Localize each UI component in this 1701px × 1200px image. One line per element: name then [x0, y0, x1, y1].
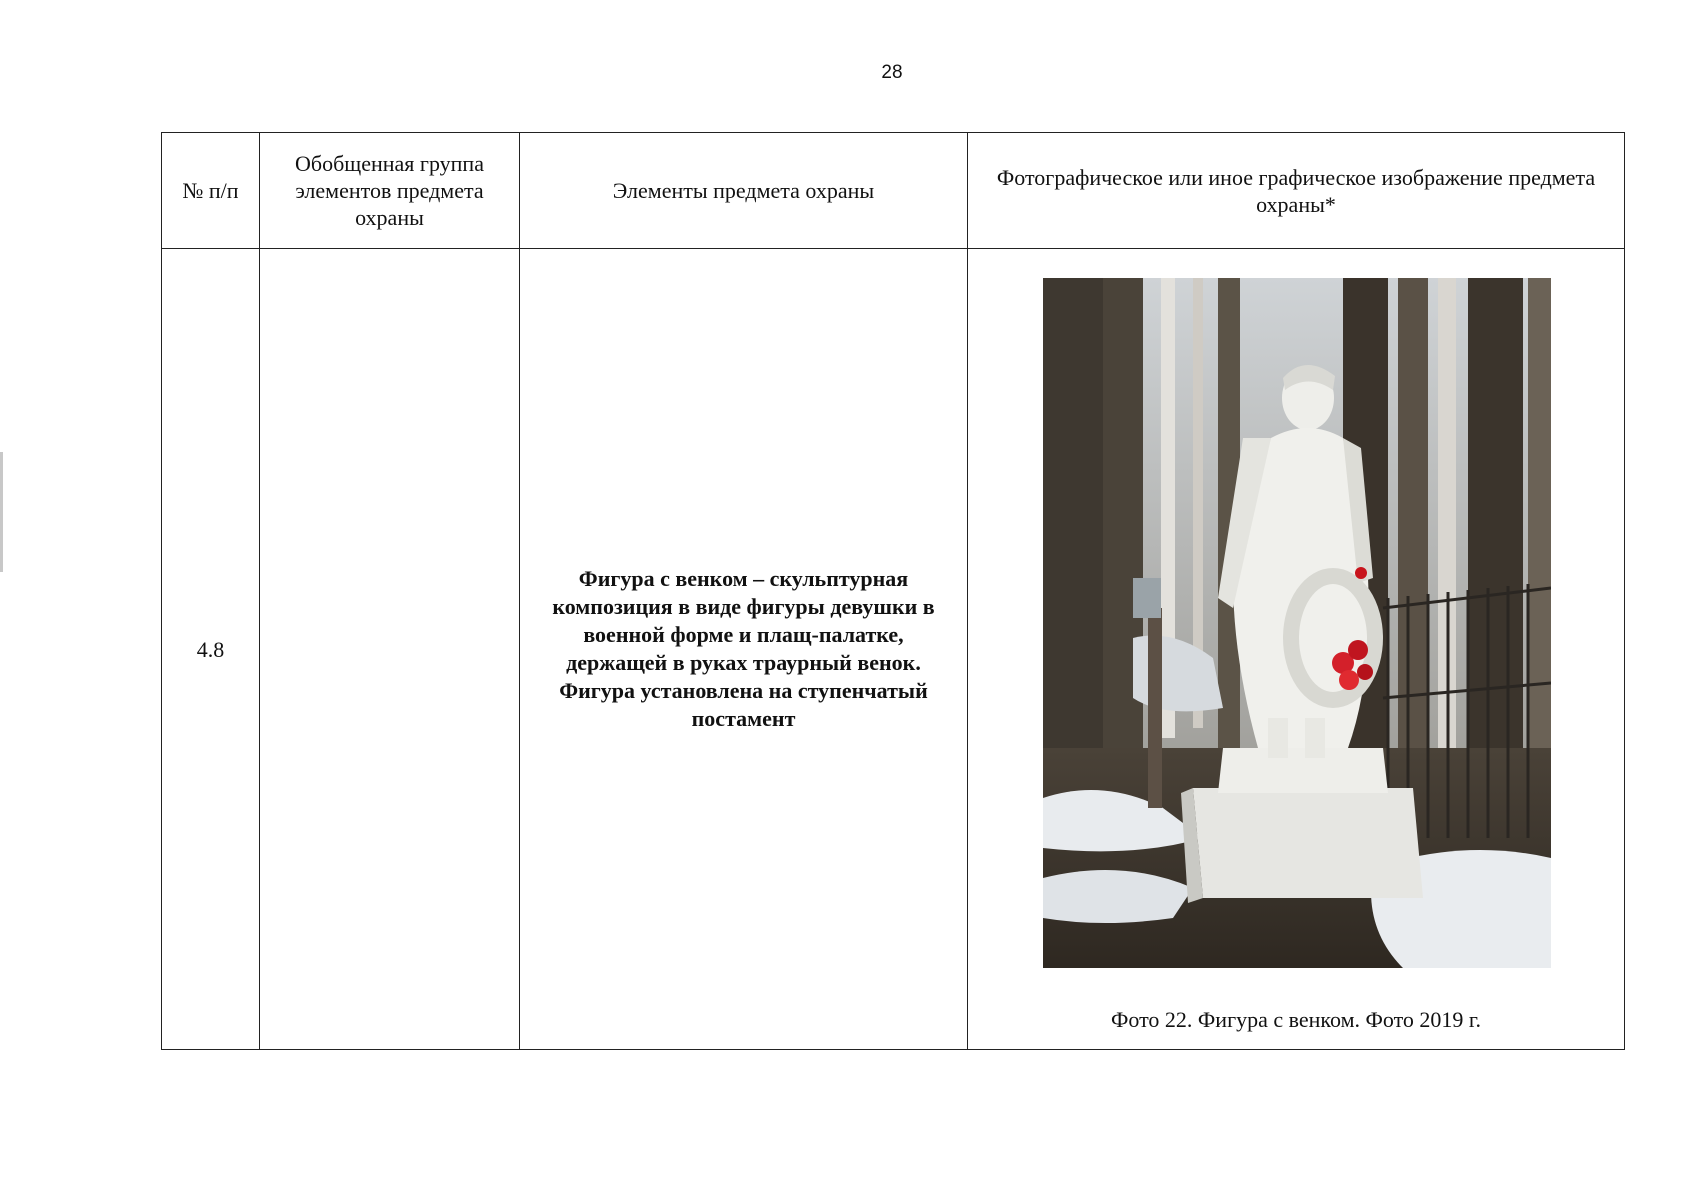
header-num: № п/п [162, 133, 260, 249]
photo-caption: Фото 22. Фигура с венком. Фото 2019 г. [1111, 1007, 1481, 1032]
table-header-row [162, 133, 1625, 249]
row-description: Фигура с венком – скульптурная композиция в виде фигуры девушки в военной форме и плащ-палатке, держащей в руках траурный венок. Фигура установлена на ступенчатый постамент [520, 249, 968, 1050]
table-row [162, 249, 1625, 1050]
protection-table-grid [161, 132, 1625, 1050]
scan-edge-mark [0, 452, 3, 572]
protection-table [161, 132, 1624, 1050]
monument-photo-illustration [1043, 278, 1551, 968]
row-group [260, 249, 520, 1050]
page-number: 28 [881, 62, 903, 83]
header-image: Фотографическое или иное графическое изображение предмета охраны* [968, 133, 1625, 249]
header-elements: Элементы предмета охраны [520, 133, 968, 249]
row-photo-cell [968, 249, 1625, 1050]
header-group: Обобщенная группа элементов предмета охраны [260, 133, 520, 249]
row-num: 4.8 [162, 249, 260, 1050]
monument-photo [1043, 278, 1551, 968]
